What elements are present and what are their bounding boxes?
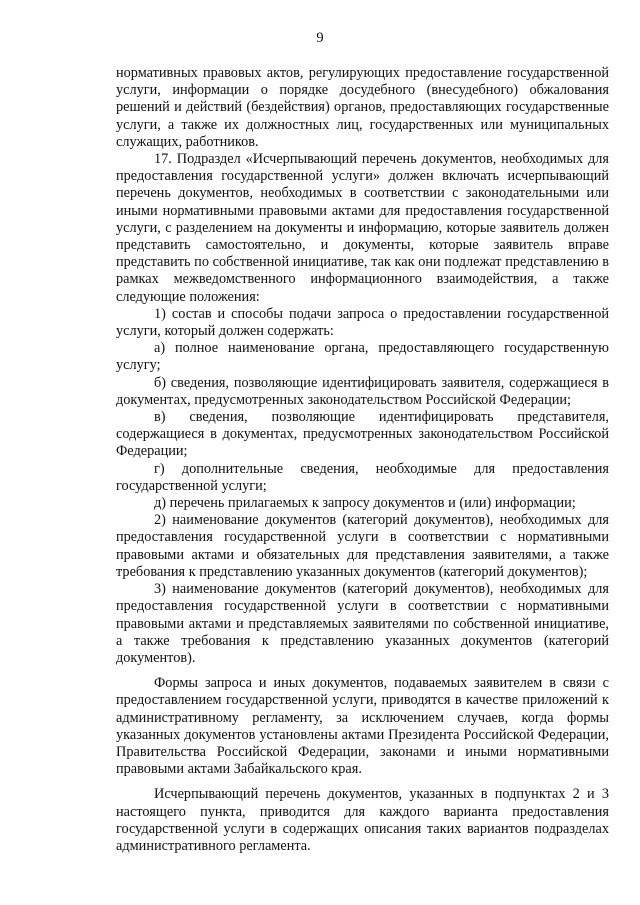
paragraph-subitem-a: а) полное наименование органа, предоставляющего государственную услугу;: [116, 340, 609, 374]
paragraph-item-17: 17. Подраздел «Исчерпывающий перечень документов, необходимых для предоставления государственной услуги» должен включать исчерпывающий перечень документов, необходимых в соответствии с законодательными или иными нормативными правовыми актами для предоставления государственной услуги, с разделением на документы и информацию, которые заявитель должен представить самостоятельно, и документы, которые заявитель вправе представить по собственной инициативе, так как они подлежат представлению в рамках межведомственного информационного взаимодействия, а также следующие положения:: [116, 151, 609, 305]
paragraph-subitem-g: г) дополнительные сведения, необходимые для предоставления государственной услуги;: [116, 460, 609, 494]
paragraph-subitem-b: б) сведения, позволяющие идентифицировать заявителя, содержащиеся в документах, предусмотренных законодательством Российской Федерации;: [116, 374, 609, 408]
paragraph-subitem-3: 3) наименование документов (категорий документов), необходимых для предоставления государственной услуги в соответствии с нормативными правовыми актами и представляемых заявителями по собственной инициативе, а также требования к представлению указанных документов (категорий документов).: [116, 581, 609, 666]
paragraph-subitem-d: д) перечень прилагаемых к запросу документов и (или) информации;: [154, 495, 576, 512]
page-number: 9: [316, 30, 324, 46]
document-body: [116, 65, 609, 855]
paragraph-subitem-v: в) сведения, позволяющие идентифицировать представителя, содержащиеся в документах, предусмотренных законодательством Российской Федерации;: [116, 409, 609, 460]
paragraph-exhaustive-list: Исчерпывающий перечень документов, указанных в подпунктах 2 и 3 настоящего пункта, приводится для каждого варианта предоставления государственной услуги в содержащих описания таких вариантов подразделах административного регламента.: [116, 786, 609, 854]
paragraph-subitem-2: 2) наименование документов (категорий документов), необходимых для предоставления государственной услуги в соответствии с нормативными правовыми актами и обязательных для представления заявителями, а также требования к представлению указанных документов (категорий документов);: [116, 512, 609, 580]
paragraph-subitem-1: 1) состав и способы подачи запроса о предоставлении государственной услуги, который должен содержать:: [116, 305, 609, 340]
paragraph-forms: Формы запроса и иных документов, подаваемых заявителем в связи с предоставлением государственной услуги, приводятся в качестве приложений к административному регламенту, за исключением случаев, когда формы указанных документов установлены актами Президента Российской Федерации, Правительства Российской Федерации, законами и иными нормативными правовыми актами Забайкальского края.: [116, 675, 609, 778]
paragraph-continuation: нормативных правовых актов, регулирующих предоставление государственной услуги, информации о порядке досудебного (внесудебного) обжалования решений и действий (бездействия) органов, предоставляющих государственные услуги, а также их должностных лиц, государственных или муниципальных служащих, работников.: [116, 65, 609, 150]
